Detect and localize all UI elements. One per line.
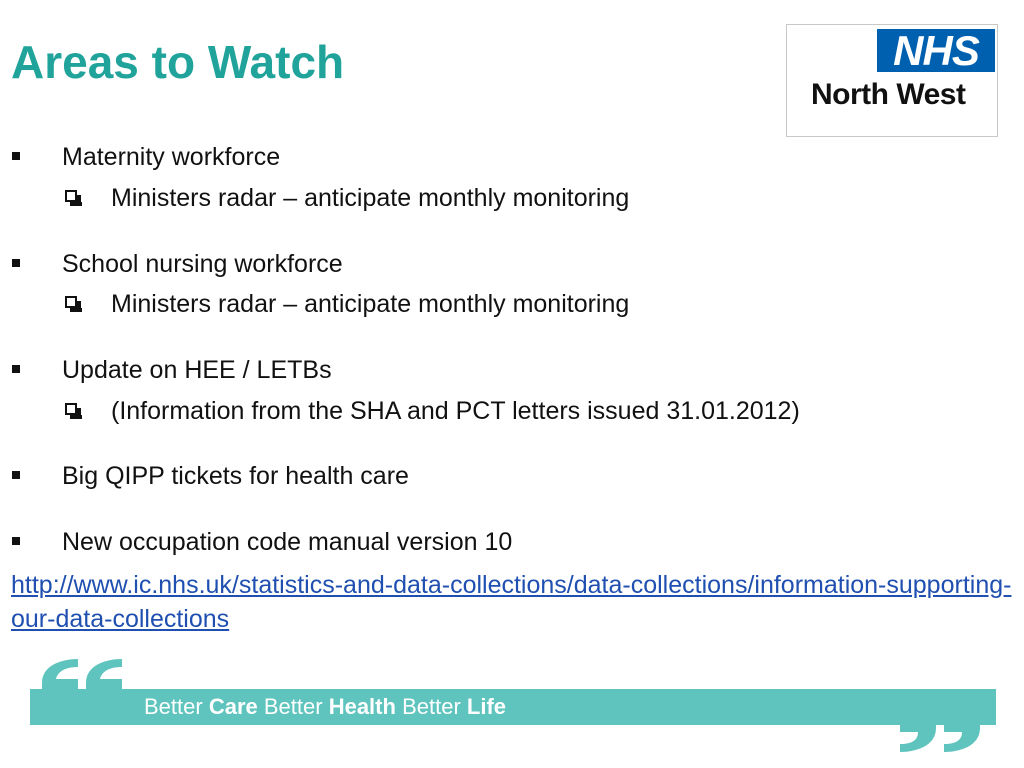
bullet-item [12, 355, 332, 385]
hollow-square-bullet-icon [65, 403, 77, 415]
sub-bullet-text: (Information from the SHA and PCT letters issued 31.01.2012) [111, 397, 800, 425]
bullet-text: Update on HEE / LETBs [62, 356, 332, 384]
bullet-item [12, 527, 512, 557]
tagline-word: Better [263, 694, 323, 719]
tagline-word: Better [144, 694, 203, 719]
square-bullet-icon [12, 152, 20, 160]
bullet-text: Big QIPP tickets for health care [62, 462, 409, 490]
tagline-word-bold: Life [466, 694, 507, 719]
logo-region-name: North West [811, 78, 966, 111]
tagline-word: Better [402, 694, 461, 719]
sub-bullet-text: Ministers radar – anticipate monthly monitoring [111, 290, 630, 318]
bullet-text: School nursing workforce [62, 250, 343, 278]
sub-bullet-item [63, 396, 800, 426]
bullet-text: Maternity workforce [62, 143, 281, 171]
nhs-logo-mark: NHS [877, 29, 995, 72]
sub-bullet-item [63, 183, 629, 213]
square-bullet-icon [12, 537, 20, 545]
hollow-square-bullet-icon [65, 296, 77, 308]
square-bullet-icon [12, 259, 20, 267]
open-quote-icon [38, 655, 126, 707]
square-bullet-icon [12, 471, 20, 479]
bullet-item [12, 249, 343, 279]
slide-title: Areas to Watch [11, 36, 345, 88]
tagline [144, 694, 506, 720]
bullet-text: New occupation code manual version 10 [62, 528, 513, 556]
nhs-north-west-logo [786, 24, 998, 137]
sub-bullet-item [63, 289, 629, 319]
bullet-item [12, 142, 280, 172]
sub-bullet-text: Ministers radar – anticipate monthly monitoring [111, 184, 630, 212]
bullet-item [12, 461, 409, 491]
tagline-word-bold: Health [328, 694, 396, 719]
data-collections-link[interactable]: http://www.ic.nhs.uk/statistics-and-data-collections/data-collections/information-supporting-our-data-collections [11, 571, 1012, 633]
close-quote-icon [896, 704, 984, 756]
tagline-word-bold: Care [208, 694, 258, 719]
hollow-square-bullet-icon [65, 190, 77, 202]
square-bullet-icon [12, 365, 20, 373]
